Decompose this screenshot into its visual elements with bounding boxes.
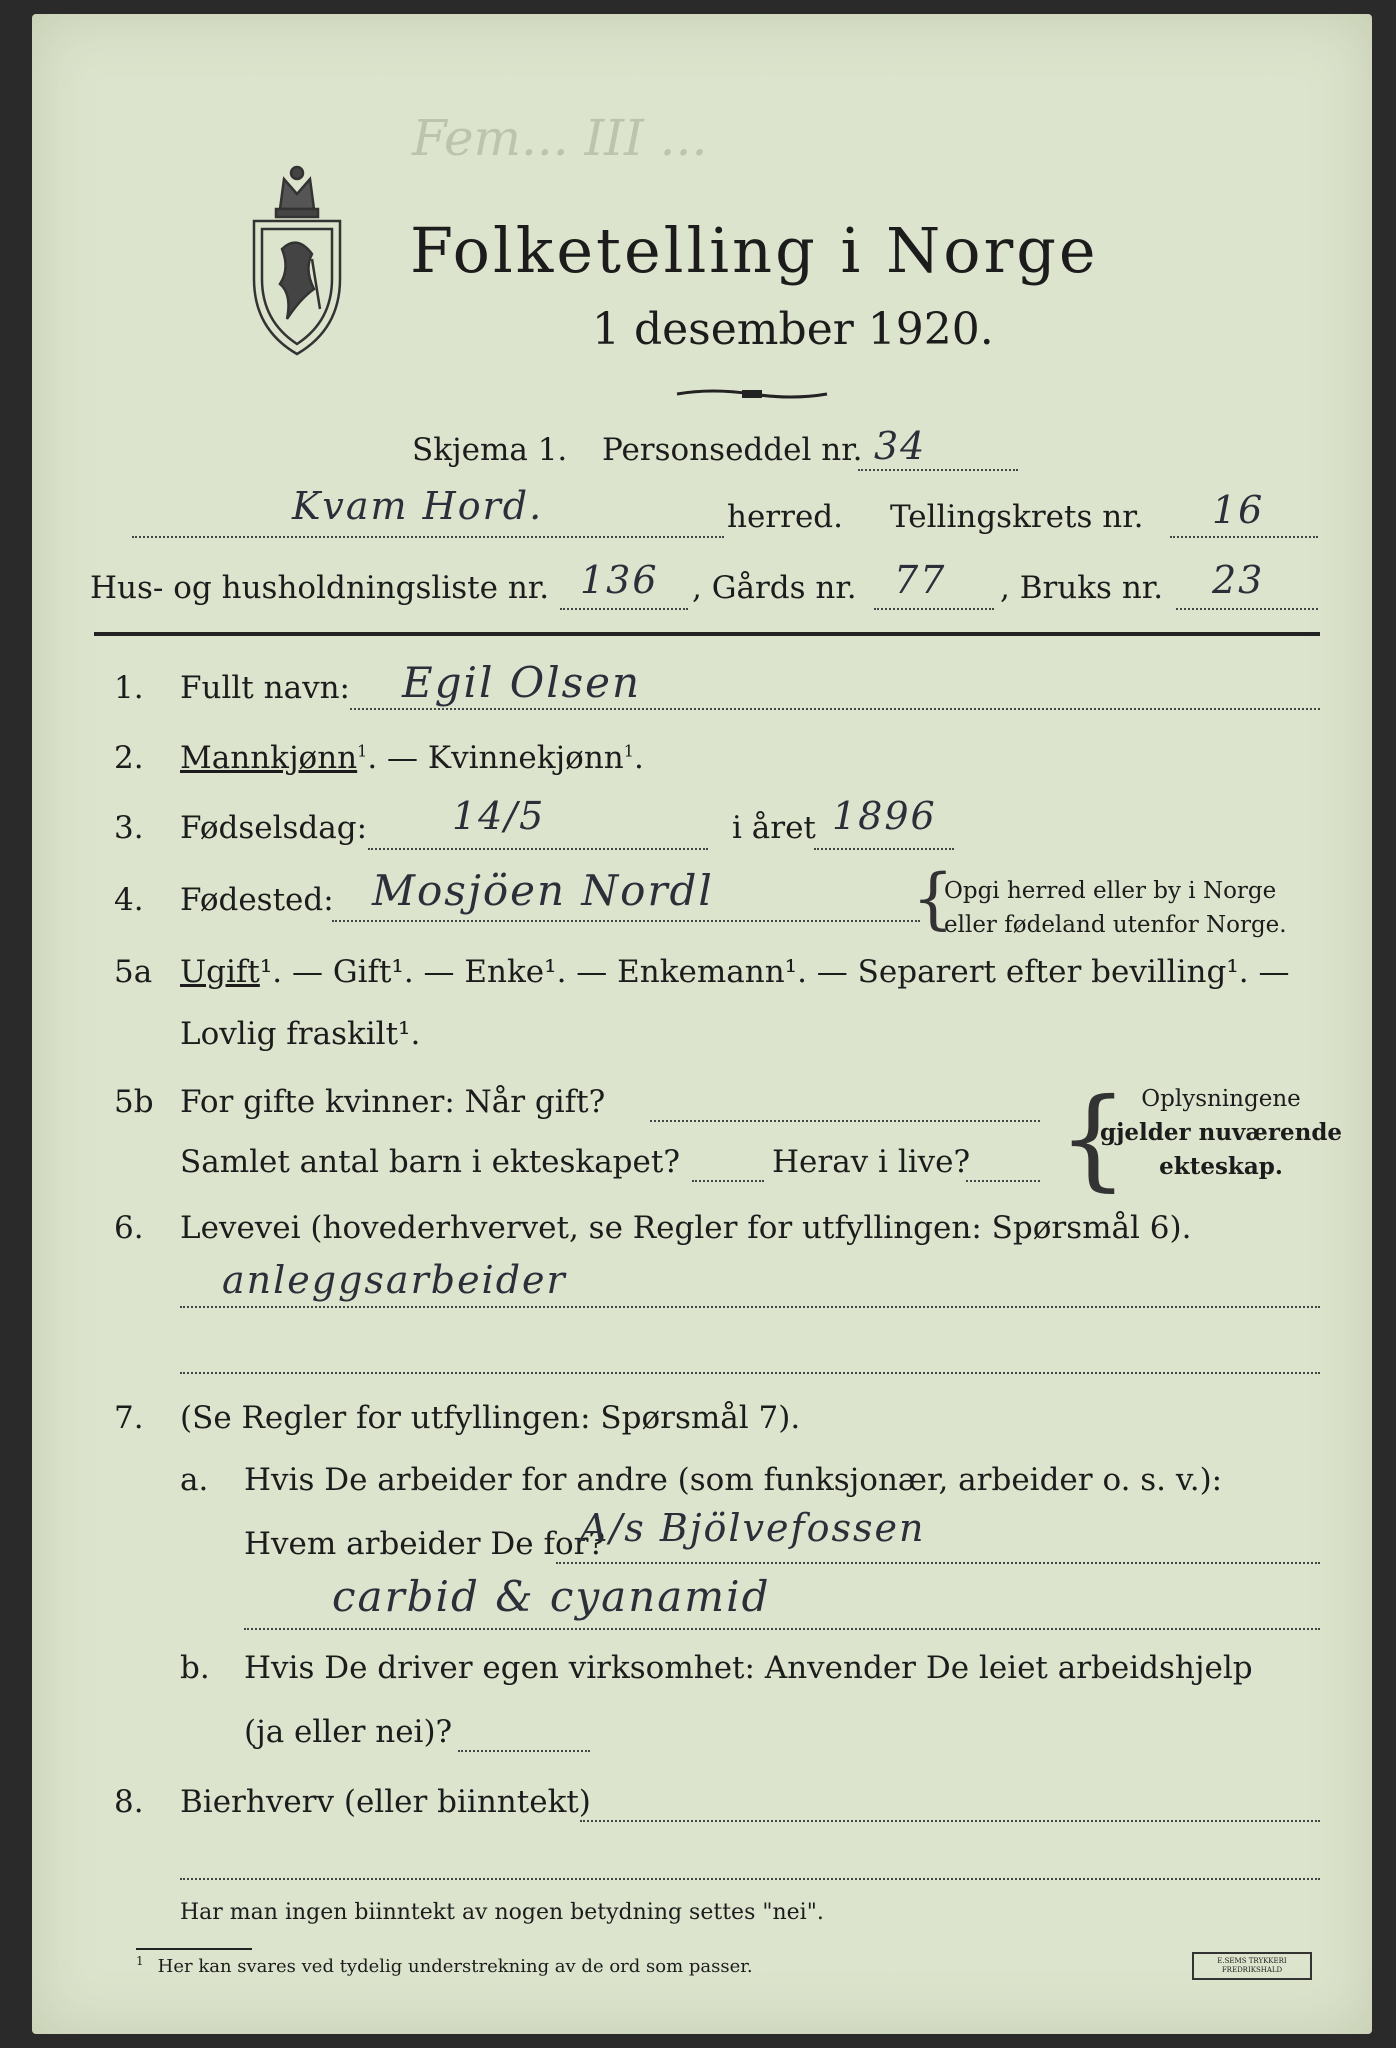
q7a-text: Hvis De arbeider for andre (som funksjonær, arbeider o. s. v.):	[244, 1462, 1223, 1498]
q3-number: 3.	[114, 810, 144, 846]
q6-number: 6.	[114, 1210, 144, 1246]
husliste-value[interactable]: 136	[580, 558, 659, 602]
employer-value-line2[interactable]: carbid & cyanamid	[332, 1572, 771, 1621]
q5a-options: Ugift¹. — Gift¹. — Enke¹. — Enkemann¹. — Separert efter bevilling¹. —	[180, 954, 1290, 990]
herred-label: herred.	[727, 499, 843, 535]
q7-label: (Se Regler for utfyllingen: Spørsmål 7).	[180, 1400, 801, 1436]
personseddel-label: Personseddel nr.	[602, 432, 863, 468]
q5a-line2: Lovlig fraskilt¹.	[180, 1016, 421, 1052]
personseddel-value[interactable]: 34	[874, 424, 927, 468]
coat-of-arms-emblem	[242, 159, 352, 359]
birth-year-value[interactable]: 1896	[832, 794, 937, 838]
q4-number: 4.	[114, 882, 144, 918]
q2-number: 2.	[114, 740, 144, 776]
herred-value[interactable]: Kvam Hord.	[292, 484, 544, 528]
no-income-note: Har man ingen biinntekt av nogen betydning settes "nei".	[180, 1900, 824, 1925]
q5b-number: 5b	[114, 1084, 154, 1120]
q7a-letter: a.	[180, 1462, 209, 1498]
q7b-question: (ja eller nei)?	[244, 1714, 453, 1750]
q7b-text: Hvis De driver egen virksomhet: Anvender De leiet arbeidshjelp	[244, 1650, 1253, 1686]
full-name-value[interactable]: Egil Olsen	[402, 658, 642, 707]
tellingskrets-label: Tellingskrets nr.	[890, 499, 1144, 535]
q5b-label1: For gifte kvinner: Når gift?	[180, 1084, 606, 1120]
ugift-option[interactable]: Ugift	[180, 954, 260, 990]
q1-number: 1.	[114, 670, 144, 706]
footnote: $^1$ Her kan svares ved tydelig understrekning av de ord som passer.	[136, 1954, 753, 1977]
gards-label: , Gårds nr.	[692, 570, 857, 606]
q7b-letter: b.	[180, 1650, 210, 1686]
q7-number: 7.	[114, 1400, 144, 1436]
census-form: Fem... III ... Folketelling i Norge 1 desember 1920. Skjema 1. Personseddel nr. 34 Kvam Hord. herred. Tellingskrets nr. 16 Hus- og husholdningsliste nr. 136 , Gårds nr. 77 , Bruks nr. 23 1. Fullt navn: Egil Olsen 2. Mannkjønn$^1$. — Kvinnekjønn$^1$. 3. Fødselsdag: 14/5 i året 1896 4. Fødested: Mosjöen Nordl { Opgi herred eller by i Norge eller fødeland utenfor Norge. 5a Ugift¹. — Gift¹. — Enke¹. — Enkemann¹. — Separert efter bevilling¹. — Lovlig fraskilt¹. 5b For gifte kvinner: Når gift? Samlet antal barn i ekteskapet? Herav i live? { Oplysningene gjelder nuværende ekteskap. 6. Levevei (hovederhvervet, se Regler for utfyllingen: Spørsmål 6). anleggsarbeider 7. (Se Regler for utfyllingen: Spørsmål 7). a. Hvis De arbeider for andre (som funksjonær, arbeider o. s. v.): Hvem arbeider De for? A/s Bjölvefossen carbid & cyanamid b. Hvis De driver egen virksomhet: Anvender De leiet arbeidshjelp (ja eller nei)? 8. Bierhverv (eller biinntekt) Har man ingen biinntekt av nogen betydning settes "nei". $^1$ Her kan svares ved tydelig understrekning av de ord som passer. E.SEMS TRYKKERI FREDRIKSHALD	[32, 14, 1372, 2034]
birthplace-value[interactable]: Mosjöen Nordl	[372, 866, 714, 915]
census-date: 1 desember 1920.	[592, 304, 994, 355]
q3-label: Fødselsdag:	[180, 810, 368, 846]
tellingskrets-value[interactable]: 16	[1212, 488, 1265, 532]
q6-label: Levevei (hovederhvervet, se Regler for utfyllingen: Spørsmål 6).	[180, 1210, 1192, 1246]
gards-value[interactable]: 77	[894, 558, 947, 602]
employer-value[interactable]: A/s Bjölvefossen	[580, 1506, 926, 1550]
q8-label: Bierhverv (eller biinntekt)	[180, 1784, 591, 1820]
q5b-label2: Samlet antal barn i ekteskapet?	[180, 1144, 680, 1180]
q5b-label3: Herav i live?	[772, 1144, 971, 1180]
header-divider	[94, 632, 1320, 636]
q2-gender: Mannkjønn$^1$. — Kvinnekjønn$^1$.	[180, 740, 644, 776]
footnote-rule	[136, 1948, 252, 1950]
occupation-value[interactable]: anleggsarbeider	[222, 1258, 567, 1302]
form-title: Folketelling i Norge	[410, 214, 1099, 287]
male-option[interactable]: Mannkjønn	[180, 740, 358, 776]
q4-label: Fødested:	[180, 882, 334, 918]
birthdate-value[interactable]: 14/5	[452, 794, 546, 838]
printer-mark: E.SEMS TRYKKERI FREDRIKSHALD	[1192, 1952, 1312, 1980]
q5b-note: Oplysningene gjelder nuværende ekteskap.	[1100, 1086, 1343, 1180]
title-ornament	[672, 384, 832, 404]
husliste-label: Hus- og husholdningsliste nr.	[90, 570, 550, 606]
q4-note: Opgi herred eller by i Norge eller fødeland utenfor Norge.	[944, 878, 1287, 938]
female-option[interactable]: Kvinnekjønn	[427, 740, 624, 776]
year-label: i året	[732, 810, 816, 846]
bruks-label: , Bruks nr.	[1000, 570, 1164, 606]
q7a-question: Hvem arbeider De for?	[244, 1526, 606, 1562]
skjema-label: Skjema 1.	[412, 432, 568, 468]
q5a-number: 5a	[114, 954, 153, 990]
q8-number: 8.	[114, 1784, 144, 1820]
bleed-through-text: Fem... III ...	[412, 109, 708, 167]
q1-label: Fullt navn:	[180, 670, 350, 706]
bruks-value[interactable]: 23	[1212, 558, 1265, 602]
